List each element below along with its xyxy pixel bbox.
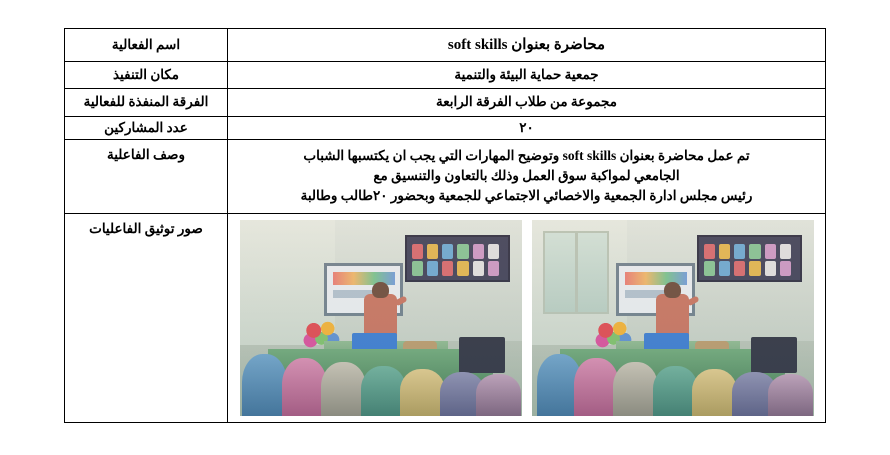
description-line-3: رئيس مجلس ادارة الجمعية والاخصائي الاجتماعي للجمعية وبحضور ٢٠طالب وطالبة: [300, 188, 753, 204]
description-label: وصف الفاعلية: [65, 139, 228, 213]
table-row-location: [65, 62, 826, 89]
photo-gallery: [232, 220, 821, 416]
participants-value: ٢٠: [228, 116, 826, 139]
photos-label: صور توثيق الفاعليات: [65, 213, 228, 422]
photo-audience: [240, 349, 522, 416]
photo-wall-display: [405, 235, 511, 282]
activity-report-table: [64, 28, 826, 423]
photo-window: [543, 231, 609, 313]
team-label: الفرقة المنفذة للفعالية: [65, 89, 228, 116]
location-value: جمعية حماية البيئة والتنمية: [228, 62, 826, 89]
description-value: [228, 139, 826, 213]
description-line-2: الجامعي لمواكبة سوق العمل وذلك بالتعاون والتنسيق مع: [373, 168, 680, 184]
table-row-description: [65, 139, 826, 213]
activity-name-english: soft skills: [447, 37, 508, 53]
location-label: مكان التنفيذ: [65, 62, 228, 89]
activity-name-label: اسم الفعالية: [65, 29, 228, 62]
photo-audience: [532, 349, 814, 416]
description-line-1: تم عمل محاضرة بعنوان soft skills وتوضيح المهارات التي يجب ان يكتسبها الشباب: [303, 147, 750, 163]
table-row-team: [65, 89, 826, 116]
activity-photo-2: [240, 220, 522, 416]
team-value: مجموعة من طلاب الفرقة الرابعة: [228, 89, 826, 116]
photos-value: [228, 213, 826, 422]
photo-wall-display: [697, 235, 803, 282]
activity-name-arabic: محاضرة بعنوان: [511, 37, 606, 53]
participants-label: عدد المشاركين: [65, 116, 228, 139]
activity-photo-1: [532, 220, 814, 416]
activity-name-value: [228, 29, 826, 62]
table-row-photos: [65, 213, 826, 422]
table-row-activity-name: [65, 29, 826, 62]
table-row-participants: [65, 116, 826, 139]
